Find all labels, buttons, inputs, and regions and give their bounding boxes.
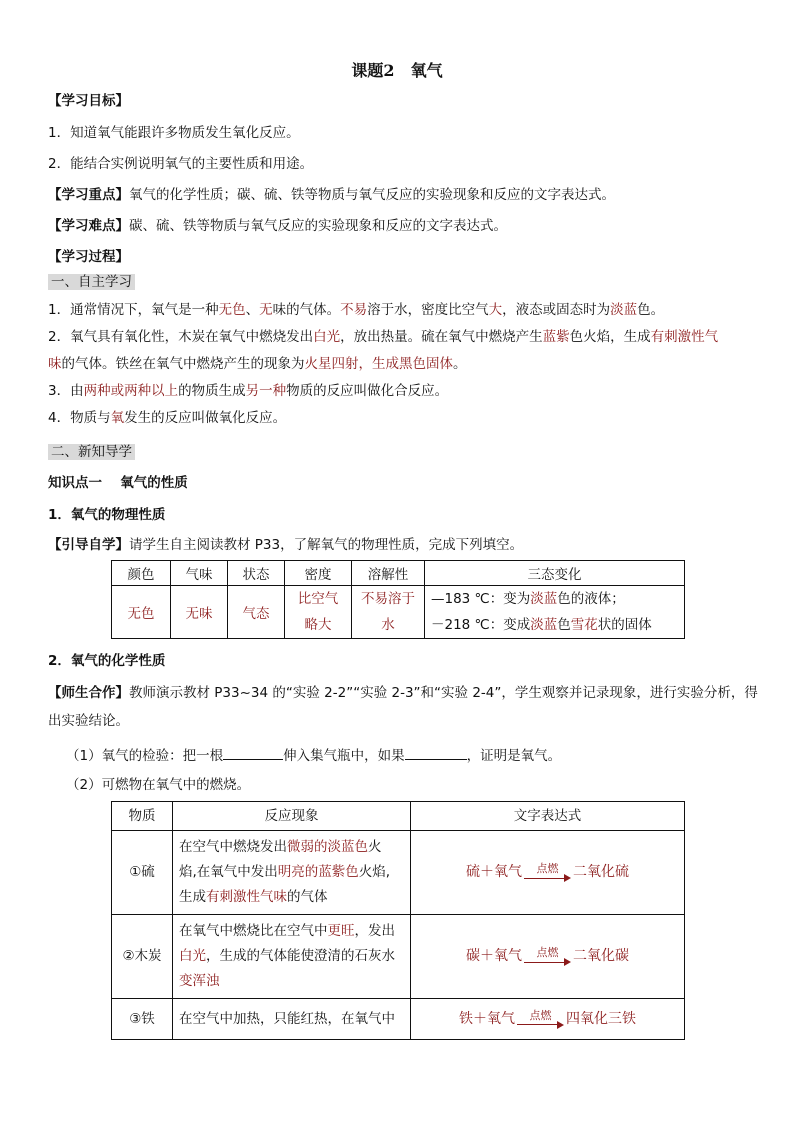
goal-item: 2．能结合实例说明氧气的主要性质和用途。 — [48, 156, 314, 172]
text: 。 — [453, 356, 467, 372]
text: ，发出 — [354, 923, 395, 939]
answer: 有刺激性气味 — [206, 889, 287, 905]
change-solid — [431, 612, 680, 638]
text: 4．物质与 — [48, 410, 111, 426]
key-point-label: 【学习重点】 — [48, 187, 129, 203]
table-header-row — [112, 802, 685, 831]
reactants: 碳＋氧气 — [466, 948, 522, 964]
coop-text: 教师演示教材 P33~34 的“实验 2-2”“实验 2-3”和“实验 2-4”，学生观察并记录现象，进行实验分析，得 — [129, 685, 758, 701]
answer: 更旺 — [327, 923, 355, 939]
answer: 两种或两种以上 — [83, 383, 179, 399]
answer-blank[interactable] — [223, 745, 283, 760]
text: ，证明是氧气。 — [466, 748, 562, 764]
goal-item: 1．知道氧气能跟许多物质发生氧化反应。 — [48, 125, 300, 141]
text: 味的气体。 — [272, 302, 341, 318]
lesson-number: 课题2 — [351, 61, 395, 80]
solubility-line: 水 — [381, 617, 395, 633]
answer: 味 — [48, 356, 62, 372]
change-liquid — [431, 586, 680, 612]
answer: 大 — [488, 302, 503, 318]
text: 物质的反应叫做化合反应。 — [286, 383, 449, 399]
text: 生成 — [179, 889, 206, 905]
combustion-table — [111, 801, 685, 1040]
text: 色火焰，生成 — [569, 329, 651, 345]
text: 色。 — [637, 302, 665, 318]
answer-blank[interactable] — [405, 745, 467, 760]
condition: 点燃 — [536, 946, 559, 959]
self-study-line-2 — [48, 328, 718, 346]
answer: 淡蓝 — [610, 302, 638, 318]
header-cell: 反应现象 — [173, 802, 411, 831]
reactants: 硫＋氧气 — [466, 864, 522, 880]
self-study-line-3 — [48, 355, 467, 373]
table-row — [112, 586, 685, 639]
coop-line-1 — [48, 684, 758, 702]
phenomenon-cell — [173, 999, 411, 1040]
answer: 无 — [259, 302, 273, 318]
answer: 变浑浊 — [179, 973, 220, 989]
text: （1）氧气的检验：把一根 — [66, 748, 224, 764]
key-point — [48, 186, 615, 204]
reactants: 铁＋氧气 — [459, 1010, 515, 1027]
equation-cell — [411, 999, 685, 1040]
solubility-cell — [352, 586, 425, 639]
table-header-row — [112, 561, 685, 586]
table-row — [112, 831, 685, 915]
answer: 白光 — [179, 948, 206, 964]
table-row — [112, 915, 685, 999]
difficulty-text: 碳、硫、铁等物质与氧气反应的实验现象和反应的文字表达式。 — [129, 218, 507, 234]
page-title — [0, 58, 794, 81]
text: 焰,在氧气中发出 — [179, 864, 278, 880]
text: 火焰, — [358, 864, 391, 880]
section2-header-text: 二、新知导学 — [48, 444, 135, 460]
word-equation — [466, 860, 629, 885]
reaction-arrow — [524, 947, 571, 966]
physical-properties-heading: 1．氧气的物理性质 — [48, 507, 166, 523]
text: 溶于水，密度比空气 — [367, 302, 489, 318]
goals-header: 【学习目标】 — [48, 93, 129, 109]
word-equation — [459, 1007, 636, 1032]
header-cell: 气味 — [171, 561, 228, 586]
answer: 无色 — [218, 302, 246, 318]
text: 在氧气中燃烧比在空气中 — [179, 923, 328, 939]
oxygen-test-line — [66, 745, 561, 765]
self-study-line-4 — [48, 382, 448, 400]
product: 二氧化碳 — [573, 948, 629, 964]
header-cell: 三态变化 — [425, 561, 685, 586]
text: 3．由 — [48, 383, 84, 399]
text: 的气体。铁丝在氧气中燃烧产生的现象为 — [61, 356, 305, 372]
density-cell — [285, 586, 352, 639]
text: 色的液体； — [557, 591, 625, 607]
header-cell: 物质 — [112, 802, 173, 831]
difficulty — [48, 217, 507, 235]
text: ，液态或固态时为 — [502, 302, 611, 318]
answer: 另一种 — [245, 383, 287, 399]
physical-properties-table — [111, 560, 685, 639]
section1-header-text: 一、自主学习 — [48, 274, 135, 290]
header-cell: 文字表达式 — [411, 802, 685, 831]
product: 二氧化硫 — [573, 864, 629, 880]
color-cell: 无色 — [112, 586, 171, 639]
answer: 淡蓝 — [530, 617, 558, 633]
key-point-text: 氧气的化学性质；碳、硫、铁等物质与氧气反应的实验现象和反应的文字表达式。 — [129, 187, 615, 203]
reaction-arrow — [517, 1010, 564, 1029]
text: ，生成的气体能使澄清的石灰水 — [206, 948, 395, 964]
text: —183 ℃：变为 — [431, 591, 531, 607]
combustion-title: （2）可燃物在氧气中的燃烧。 — [66, 777, 251, 793]
answer: 氧 — [110, 410, 125, 426]
section1-header — [48, 273, 135, 291]
text: 在空气中燃烧发出 — [179, 839, 287, 855]
section2-header — [48, 443, 135, 461]
density-line: 比空气 — [297, 591, 339, 607]
text: 2．氧气具有氧化性，木炭在氧气中燃烧发出 — [48, 329, 314, 345]
answer: 淡蓝 — [530, 591, 558, 607]
substance-cell: ③铁 — [112, 999, 173, 1040]
product: 四氧化三铁 — [566, 1010, 636, 1027]
equation-cell — [411, 831, 685, 915]
word-equation — [466, 944, 629, 969]
guide-text: 请学生自主阅读教材 P33，了解氧气的物理性质，完成下列填空。 — [129, 537, 524, 553]
text: ，放出热量。硫在氧气中燃烧产生 — [340, 329, 543, 345]
knowledge-point-1: 知识点一 氧气的性质 — [48, 475, 188, 491]
density-line: 略大 — [304, 617, 332, 633]
answer: 不易 — [340, 302, 368, 318]
header-cell: 颜色 — [112, 561, 171, 586]
chemical-properties-heading: 2．氧气的化学性质 — [48, 653, 166, 669]
guide-label: 【引导自学】 — [48, 537, 129, 553]
text: 的物质生成 — [178, 383, 246, 399]
text: 伸入集气瓶中，如果 — [283, 748, 405, 764]
state-change-cell — [425, 586, 685, 639]
text: 在空气中加热，只能红热，在氧气中 — [179, 1010, 395, 1027]
difficulty-label: 【学习难点】 — [48, 218, 129, 234]
table-row — [112, 999, 685, 1040]
solubility-line: 不易溶于 — [361, 591, 415, 607]
lesson-topic: 氧气 — [410, 61, 443, 80]
text: 、 — [245, 302, 260, 318]
text: 1．通常情况下，氧气是一种 — [48, 302, 219, 318]
answer: 白光 — [313, 329, 341, 345]
self-study-line-5 — [48, 409, 286, 427]
guide-line — [48, 536, 523, 554]
odor-cell: 无味 — [171, 586, 228, 639]
answer: 明亮的蓝紫色 — [277, 864, 359, 880]
condition: 点燃 — [529, 1008, 552, 1022]
text: 的气体 — [287, 889, 328, 905]
process-header: 【学习过程】 — [48, 249, 129, 265]
substance-cell: ②木炭 — [112, 915, 173, 999]
header-cell: 密度 — [285, 561, 352, 586]
phenomenon-cell — [173, 915, 411, 999]
reaction-arrow — [524, 863, 571, 882]
substance-cell: ①硫 — [112, 831, 173, 915]
header-cell: 状态 — [228, 561, 285, 586]
answer: 蓝紫 — [542, 329, 570, 345]
condition: 点燃 — [536, 862, 559, 875]
self-study-line-1 — [48, 301, 664, 319]
state-cell: 气态 — [228, 586, 285, 639]
answer: 雪花 — [570, 617, 598, 633]
coop-line-2: 出实验结论。 — [48, 713, 129, 729]
phenomenon-cell — [173, 831, 411, 915]
text: －218 ℃：变成 — [431, 617, 531, 633]
header-cell: 溶解性 — [352, 561, 425, 586]
coop-label: 【师生合作】 — [48, 685, 129, 701]
answer: 火星四射，生成黑色固体 — [304, 356, 453, 372]
text: 状的固体 — [597, 617, 652, 633]
text: 色 — [557, 617, 571, 633]
text: 火 — [368, 839, 382, 855]
answer: 微弱的淡蓝色 — [287, 839, 368, 855]
answer: 有刺激性气 — [650, 329, 719, 345]
equation-cell — [411, 915, 685, 999]
text: 发生的反应叫做氧化反应。 — [124, 410, 287, 426]
